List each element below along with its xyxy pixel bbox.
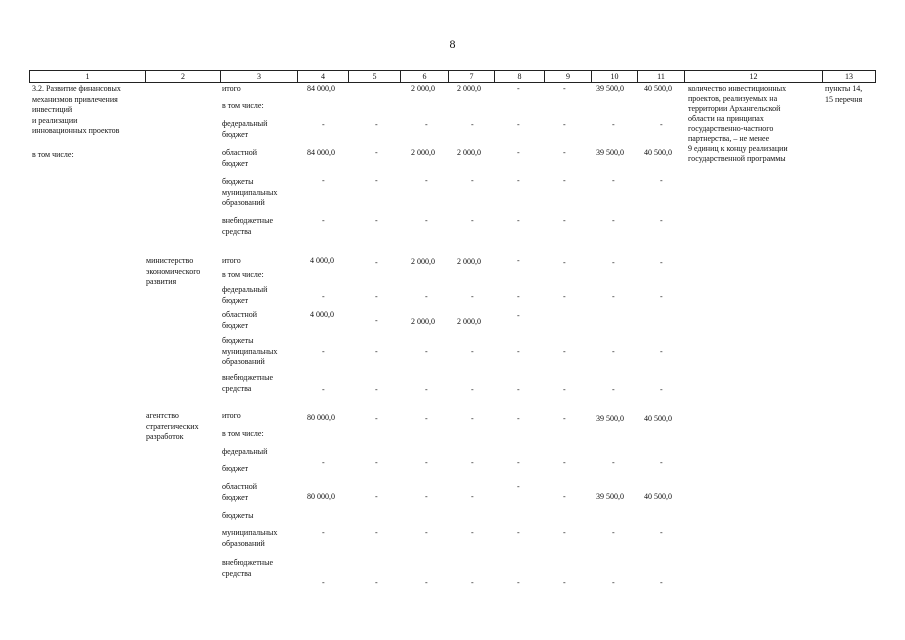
value-cell: 39 500,0 [596,492,624,501]
header-cell: 2 [145,71,220,82]
header-cell: 11 [637,71,684,82]
value-cell: - [517,482,520,491]
value-cell: - [612,528,615,537]
value-cell: - [517,216,520,225]
value-cell: - [375,458,378,467]
value-cell: - [517,176,520,185]
value-cell: - [471,292,474,301]
value-cell: - [563,385,566,394]
value-cell: - [563,258,566,267]
label-regional: областной бюджет [222,148,258,168]
value-cell: 2 000,0 [411,148,435,157]
value-cell: - [375,176,378,185]
value-cell: - [425,292,428,301]
label-including: в том числе: [222,429,264,438]
value-cell: - [660,292,663,301]
value-cell: - [425,458,428,467]
value-cell: - [612,347,615,356]
value-cell: - [425,176,428,185]
value-cell: - [563,492,566,501]
value-cell: 80 000,0 [307,492,335,501]
value-cell: 39 500,0 [596,84,624,93]
value-cell: 80 000,0 [307,413,335,422]
value-cell: - [563,84,566,93]
value-cell: - [425,120,428,129]
header-cell: 9 [544,71,591,82]
value-cell: - [517,414,520,423]
header-cell: 8 [494,71,544,82]
value-cell: - [660,578,663,587]
value-cell: - [471,458,474,467]
value-cell: 39 500,0 [596,414,624,423]
value-cell: - [375,528,378,537]
label-federal: федеральный бюджет [222,119,268,139]
value-cell: - [471,176,474,185]
value-cell: - [322,528,325,537]
value-cell: - [471,414,474,423]
value-cell: - [375,258,378,267]
value-cell: - [517,578,520,587]
value-cell: - [563,347,566,356]
value-cell: - [425,578,428,587]
value-cell: - [612,120,615,129]
value-cell: - [471,347,474,356]
value-cell: - [517,148,520,157]
label-municipal-cont: муниципальных образований [222,528,278,548]
value-cell: - [517,528,520,537]
indicator-text: количество инвестиционных проектов, реализуемых на территории Архангельской области на принципах государственно-частного партнерства, – не менее 9 единиц к концу реализации государственной программы [688,84,788,163]
value-cell: - [612,176,615,185]
value-cell: - [322,120,325,129]
value-cell: - [563,120,566,129]
value-cell: 2 000,0 [411,257,435,266]
value-cell: - [471,216,474,225]
value-cell: - [425,385,428,394]
value-cell: - [517,458,520,467]
value-cell: - [517,311,520,320]
value-cell: - [375,385,378,394]
value-cell: - [375,414,378,423]
label-budget: бюджет [222,464,249,473]
value-cell: - [563,148,566,157]
table-header-row [29,70,876,83]
value-cell: - [322,216,325,225]
label-offbudget: внебюджетные средства [222,373,273,393]
header-cell: 1 [29,71,145,82]
value-cell: - [612,216,615,225]
value-cell: - [425,528,428,537]
value-cell: - [612,292,615,301]
value-cell: 4 000,0 [310,256,334,265]
value-cell: - [322,347,325,356]
value-cell: 4 000,0 [310,310,334,319]
value-cell: - [375,216,378,225]
header-cell: 5 [348,71,400,82]
value-cell: - [322,578,325,587]
label-municipal: бюджеты муниципальных образований [222,336,278,366]
label-including: в том числе: [222,270,264,279]
label-regional: областной бюджет [222,310,258,330]
value-cell: - [660,120,663,129]
page-number: 8 [449,37,456,51]
value-cell: 2 000,0 [457,317,481,326]
label-total: итого [222,256,241,265]
value-cell: - [563,458,566,467]
label-offbudget: внебюджетные средства [222,216,273,236]
value-cell: - [322,292,325,301]
value-cell: - [322,458,325,467]
value-cell: - [517,120,520,129]
value-cell: - [517,385,520,394]
value-cell: - [563,216,566,225]
value-cell: - [517,347,520,356]
label-including: в том числе: [222,101,264,110]
value-cell: - [660,528,663,537]
header-cell: 4 [297,71,348,82]
value-cell: - [563,578,566,587]
header-cell: 6 [400,71,448,82]
value-cell: - [612,458,615,467]
value-cell: - [425,492,428,501]
executor-agency: агентство стратегических разработок [146,411,199,441]
value-cell: - [375,148,378,157]
label-total: итого [222,84,241,93]
value-cell: - [322,176,325,185]
value-cell: - [563,414,566,423]
label-municipal: бюджеты муниципальных образований [222,177,278,207]
value-cell: - [471,528,474,537]
value-cell: - [375,578,378,587]
value-cell: - [425,216,428,225]
item-title: 3.2. Развитие финансовых механизмов привлечения инвестиций и реализации инновационных проектов [32,84,121,135]
header-cell: 13 [822,71,876,82]
value-cell: - [612,578,615,587]
value-cell: - [660,385,663,394]
value-cell: - [425,347,428,356]
reference-text: пункты 14, 15 перечня [825,84,863,104]
value-cell: 39 500,0 [596,148,624,157]
value-cell: 2 000,0 [411,84,435,93]
value-cell: - [375,316,378,325]
value-cell: 40 500,0 [644,414,672,423]
header-cell: 3 [220,71,297,82]
value-cell: 40 500,0 [644,492,672,501]
value-cell: 2 000,0 [457,148,481,157]
label-total: итого [222,411,241,420]
value-cell: - [471,385,474,394]
value-cell: - [471,120,474,129]
label-offbudget: внебюджетные средства [222,558,273,578]
header-cell: 10 [591,71,637,82]
header-cell: 12 [684,71,822,82]
value-cell: - [375,347,378,356]
value-cell: - [517,292,520,301]
value-cell: - [471,578,474,587]
value-cell: - [471,492,474,501]
value-cell: - [612,385,615,394]
value-cell: - [517,256,520,265]
value-cell: - [322,385,325,394]
value-cell: - [660,216,663,225]
header-cell: 7 [448,71,494,82]
label-municipal: бюджеты [222,511,254,520]
value-cell: 84 000,0 [307,148,335,157]
value-cell: - [375,292,378,301]
value-cell: - [660,347,663,356]
value-cell: - [517,84,520,93]
value-cell: 84 000,0 [307,84,335,93]
value-cell: - [660,458,663,467]
value-cell: - [563,176,566,185]
value-cell: - [375,120,378,129]
value-cell: 2 000,0 [457,84,481,93]
value-cell: 40 500,0 [644,148,672,157]
value-cell: - [375,492,378,501]
label-regional: областной бюджет [222,482,258,502]
item-including: в том числе: [32,150,74,159]
value-cell: 40 500,0 [644,84,672,93]
value-cell: - [660,258,663,267]
value-cell: - [425,414,428,423]
label-federal: федеральный бюджет [222,285,268,305]
value-cell: - [612,258,615,267]
value-cell: 2 000,0 [457,257,481,266]
value-cell: - [563,528,566,537]
executor-ministry: министерство экономического развития [146,256,201,286]
value-cell: 2 000,0 [411,317,435,326]
label-federal: федеральный [222,447,268,456]
value-cell: - [660,176,663,185]
value-cell: - [563,292,566,301]
